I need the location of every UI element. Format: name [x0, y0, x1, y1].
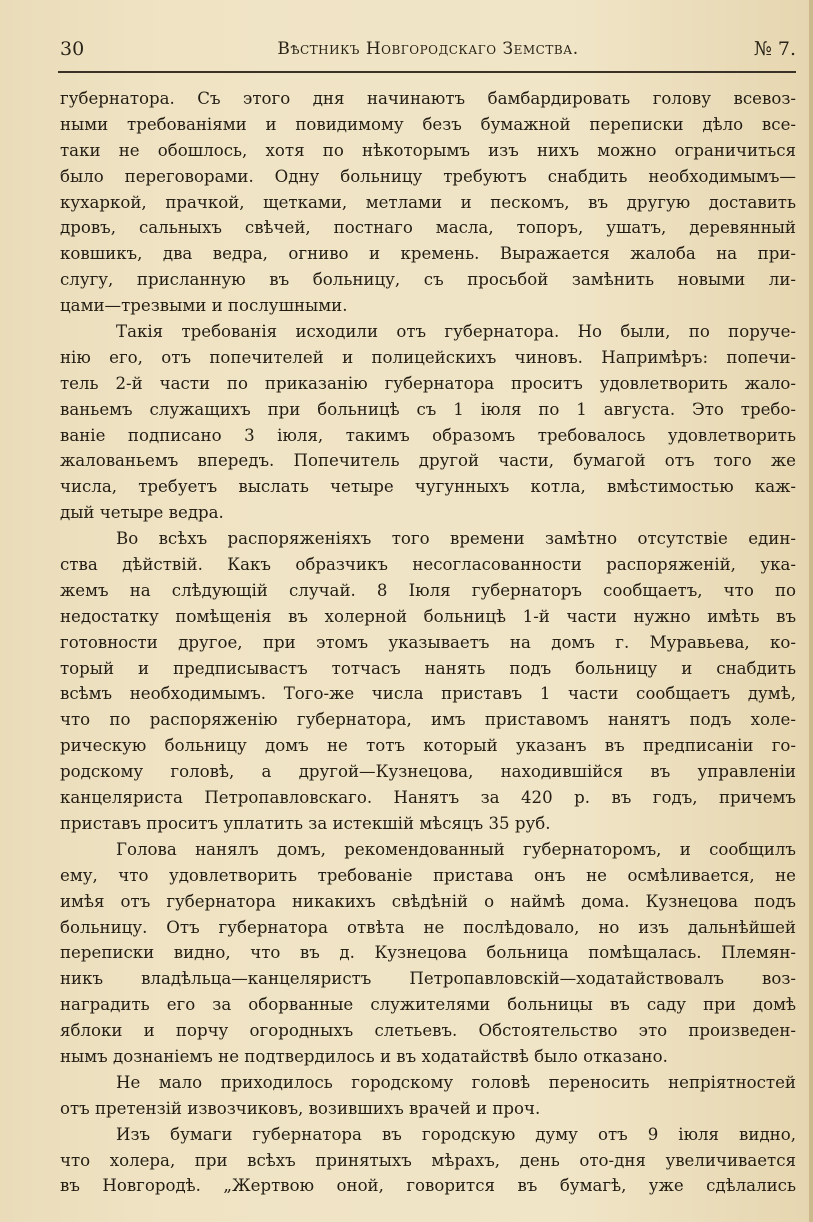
text-line: кухаркой, прачкой, щетками, метлами и пескомъ, въ другую доставить: [60, 192, 796, 212]
text-line: числа, требуетъ выслать четыре чугунныхъ котла, вмѣстимостью каж-: [60, 477, 796, 497]
text-line: всѣмъ необходимымъ. Того-же числа приставъ 1 части сообщаетъ думѣ,: [60, 684, 796, 704]
text-line: ковшикъ, два ведра, огниво и кремень. Выражается жалоба на при-: [60, 244, 796, 264]
text-line: нымъ дознаніемъ не подтвердилось и въ ходатайствѣ было отказано.: [60, 1046, 668, 1066]
text-line: отъ претензій извозчиковъ, возившихъ врачей и проч.: [60, 1098, 541, 1118]
running-header: [60, 38, 796, 66]
text-line: жемъ на слѣдующій случай. 8 Іюля губернаторъ сообщаетъ, что по: [60, 580, 796, 600]
text-line: Такія требованія исходили отъ губернатора. Но были, по поруче-: [116, 322, 796, 342]
article-body: [60, 86, 796, 1199]
text-line: имѣя отъ губернатора никакихъ свѣдѣній о наймѣ дома. Кузнецова подъ: [60, 891, 796, 911]
journal-title: Вѣстникъ Новгородскаго Земства.: [277, 39, 579, 59]
text-line: было переговорами. Одну больницу требуютъ снабдить необходимымъ—: [60, 166, 796, 186]
text-line: никъ владѣльца—канцеляристъ Петропавловскій—ходатайствовалъ воз-: [60, 969, 796, 989]
text-line: ными требованіями и повидимому безъ бумажной переписки дѣло все-: [60, 114, 796, 134]
text-line: что холера, при всѣхъ принятыхъ мѣрахъ, день ото-дня увеличивается: [60, 1150, 796, 1170]
text-line: нію его, отъ попечителей и полицейскихъ чиновъ. Напримѣръ: попечи-: [60, 347, 796, 367]
text-line: цами—трезвыми и послушными.: [60, 296, 348, 316]
text-line: недостатку помѣщенія въ холерной больницѣ 1-й части нужно имѣть въ: [60, 606, 796, 626]
page-number: 30: [60, 38, 85, 60]
text-line: жалованьемъ впередъ. Попечитель другой части, бумагой отъ того же: [60, 451, 796, 471]
text-line: ваніе подписано 3 іюля, такимъ образомъ требовалось удовлетворить: [60, 425, 796, 445]
text-line: слугу, присланную въ больницу, съ просьбой замѣнить новыми ли-: [60, 270, 796, 290]
text-line: Во всѣхъ распоряженіяхъ того времени замѣтно отсутствіе един-: [116, 529, 796, 549]
text-line: Изъ бумаги губернатора въ городскую думу отъ 9 іюля видно,: [116, 1124, 796, 1144]
text-line: канцеляриста Петропавловскаго. Нанятъ за 420 р. въ годъ, причемъ: [60, 788, 796, 808]
text-line: таки не обошлось, хотя по нѣкоторымъ изъ нихъ можно ограничиться: [60, 140, 796, 160]
header-rule: [58, 71, 796, 73]
text-line: тель 2-й части по приказанію губернатора проситъ удовлетворить жало-: [60, 373, 796, 393]
text-line: приставъ проситъ уплатить за истекшій мѣсяцъ 35 руб.: [60, 813, 551, 833]
text-line: Голова нанялъ домъ, рекомендованный губернаторомъ, и сообщилъ: [116, 839, 796, 859]
text-line: торый и предписывастъ тотчасъ нанять подъ больницу и снабдить: [60, 658, 796, 678]
text-line: рическую больницу домъ не тотъ который указанъ въ предписаніи го-: [60, 736, 796, 756]
text-line: ства дѣйствій. Какъ образчикъ несогласованности распоряженій, ука-: [60, 555, 796, 575]
text-line: ему, что удовлетворить требованіе пристава онъ не осмѣливается, не: [60, 865, 796, 885]
text-line: что по распоряженію губернатора, имъ приставомъ нанятъ подъ холе-: [60, 710, 796, 730]
text-line: въ Новгородѣ. „Жертвою оной, говорится въ бумагѣ, уже сдѣлались: [60, 1176, 796, 1196]
text-line: ваньемъ служащихъ при больницѣ съ 1 іюля по 1 августа. Это требо-: [60, 399, 796, 419]
text-line: яблоки и порчу огородныхъ слетьевъ. Обстоятельство это произведен-: [60, 1021, 796, 1041]
text-line: наградить его за оборванные служителями больницы въ саду при домѣ: [60, 995, 796, 1015]
text-line: готовности другое, при этомъ указываетъ на домъ г. Муравьева, ко-: [60, 632, 796, 652]
text-line: родскому головѣ, а другой—Кузнецова, находившійся въ управленіи: [60, 762, 796, 782]
text-line: Не мало приходилось городскому головѣ переносить непріятностей: [116, 1072, 796, 1092]
text-line: губернатора. Съ этого дня начинаютъ бамбардировать голову всевоз-: [60, 89, 796, 108]
text-line: дровъ, сальныхъ свѣчей, постнаго масла, топоръ, ушатъ, деревянный: [60, 218, 796, 238]
issue-number: № 7.: [753, 38, 796, 60]
page-edge: [809, 0, 813, 1222]
text-line: дый четыре ведра.: [60, 503, 224, 523]
text-line: больницу. Отъ губернатора отвѣта не послѣдовало, но изъ дальнѣйшей: [60, 917, 796, 937]
text-line: переписки видно, что въ д. Кузнецова больница помѣщалась. Племян-: [60, 943, 796, 963]
